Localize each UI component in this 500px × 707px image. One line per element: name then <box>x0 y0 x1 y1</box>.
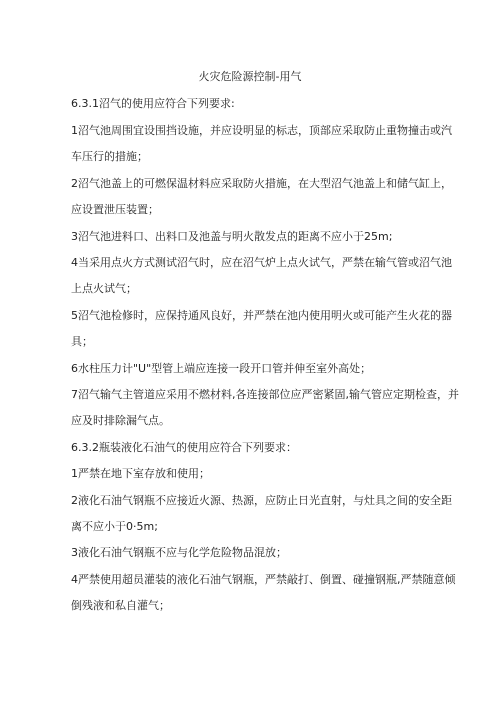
text-line: 2液化石油气钢瓶不应接近火源、热源，应防止日光直射，与灶具之间的安全距 <box>71 494 452 507</box>
text-line: 离不应小于0·5m; <box>71 520 158 533</box>
text-line: 车压行的措施； <box>71 150 148 163</box>
text-line: 3液化石油气钢瓶不应与化学危险物品混放； <box>71 546 287 559</box>
document-title: 火灾危险源控制-用气 <box>198 70 302 83</box>
text-line: 2沼气池盖上的可燃保温材料应采取防火措施，在大型沼气池盖上和储气缸上， <box>71 177 452 190</box>
text-line: 1沼气池周围宜设围挡设施，并应设明显的标志，顶部应采取防止重物撞击或汽 <box>71 124 452 137</box>
text-line: 4严禁使用超员灌装的液化石油气钢瓶，严禁敲打、倒置、碰撞钢瓶,严禁随意倾 <box>71 573 456 586</box>
text-line: 倒残液和私自灌气； <box>71 599 170 612</box>
text-line: 具； <box>71 335 93 348</box>
text-line: 6水柱压力计"U"型管上端应连接一段开口管并伸至室外高处； <box>71 362 372 375</box>
text-line: 3沼气池进料口、出料口及池盖与明火散发点的距离不应小于25m; <box>71 230 393 243</box>
text-line: 7沼气输气主管道应采用不燃材料,各连接部位应严密紧固,输气管应定期检查，并 <box>71 388 459 401</box>
text-line: 1严禁在地下室存放和使用； <box>71 467 210 480</box>
text-line: 4当采用点火方式测试沼气时，应在沼气炉上点火试气，严禁在输气管或沼气池 <box>71 256 452 269</box>
section-heading-6-3-1: 6.3.1沼气的使用应符合下列要求: <box>71 97 235 110</box>
text-line: 上点火试气； <box>71 282 137 295</box>
text-line: 应及时排除漏气点。 <box>71 414 170 427</box>
section-heading-6-3-2: 6.3.2瓶装液化石油气的使用应符合下列要求： <box>71 441 297 454</box>
text-line: 应设置泄压装置； <box>71 203 159 216</box>
text-line: 5沼气池检修时，应保持通风良好，并严禁在池内使用明火或可能产生火花的器 <box>71 309 452 322</box>
